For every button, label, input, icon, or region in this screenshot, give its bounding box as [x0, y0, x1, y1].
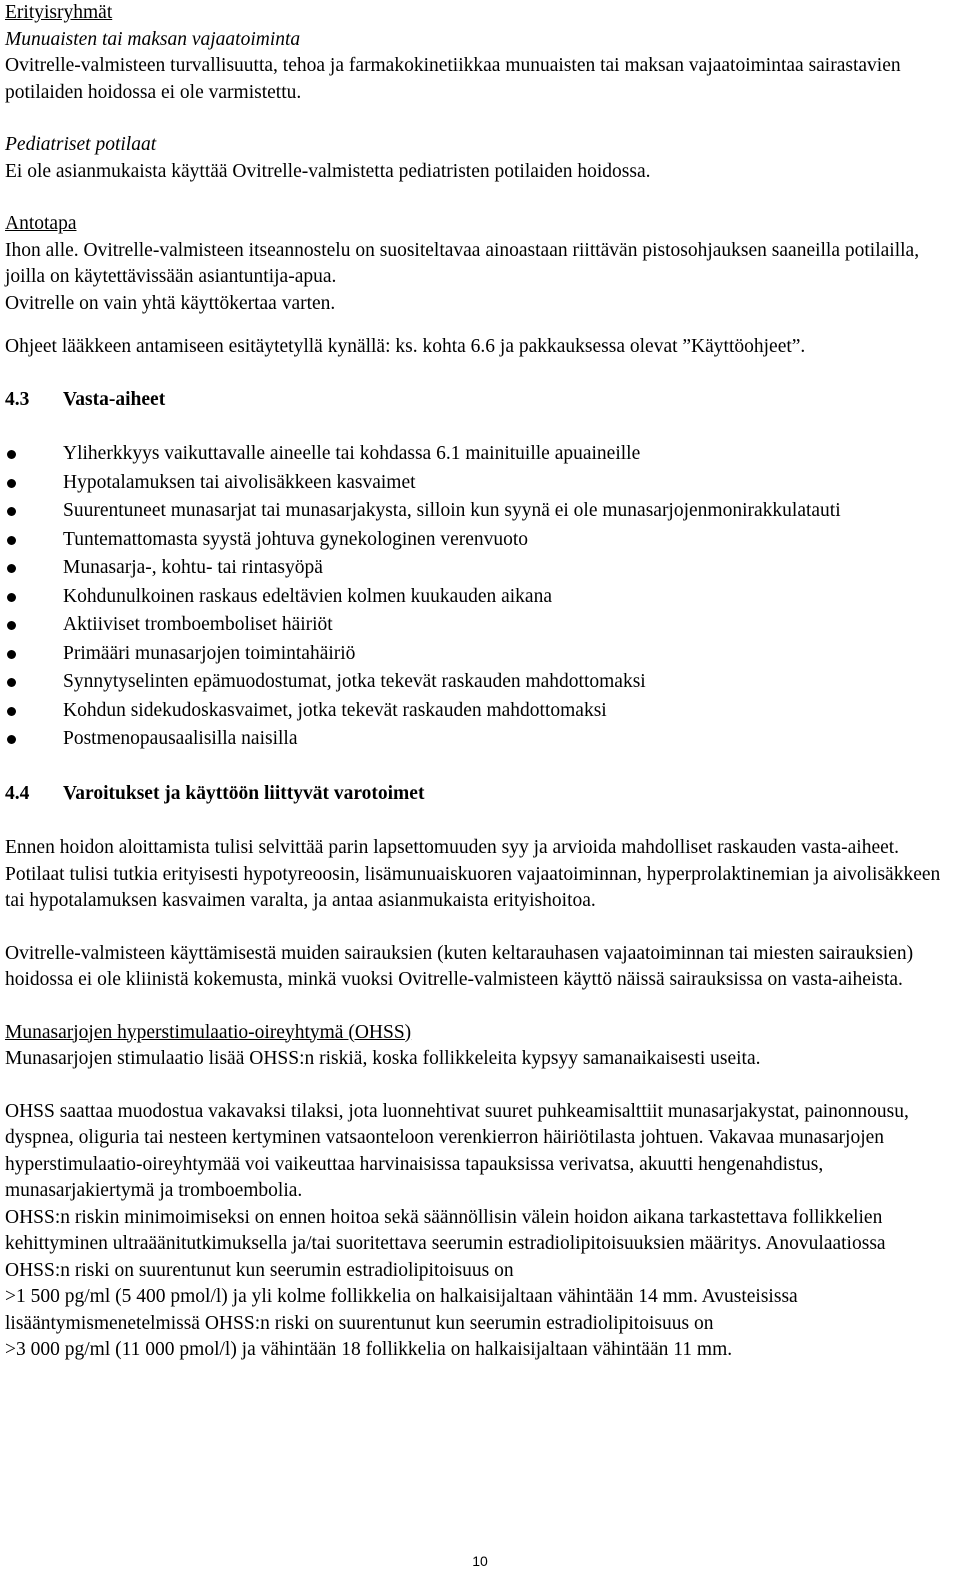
pediatric-text: Ei ole asianmukaista käyttää Ovitrelle-valmistetta pediatristen potilaiden hoidossa. — [5, 160, 651, 182]
page-number: 10 — [472, 1553, 488, 1569]
ohss-heading: Munasarjojen hyperstimulaatio-oireyhtymä (OHSS) — [5, 1021, 412, 1043]
administration-heading: Antotapa — [5, 213, 77, 234]
list-item: Primääri munasarjojen toimintahäiriö — [5, 641, 953, 668]
renal-hepatic-title: Munuaisten tai maksan vajaatoiminta — [5, 28, 301, 50]
ohss-art-threshold: >3 000 pg/ml (11 000 pmol/l) ja vähintään 18 follikkelia on halkaisijaltaan vähintään 11 mm. — [5, 1339, 733, 1360]
renal-hepatic-text: Ovitrelle-valmisteen turvallisuutta, tehoa ja farmakokinetiikkaa munuaisten tai maksan vajaatoimintaa sairastavien potilaiden hoidossa ei ole varmistettu. — [5, 55, 901, 103]
list-item: Yliherkkyys vaikuttavalle aineelle tai kohdassa 6.1 mainituille apuaineille — [5, 441, 953, 468]
list-item: Tuntemattomasta syystä johtuva gynekologinen verenvuoto — [5, 527, 953, 554]
pediatric-title: Pediatriset potilaat — [5, 134, 157, 155]
single-use-note: Ovitrelle on vain yhtä käyttökertaa varten. — [5, 292, 336, 314]
list-item: Kohdunulkoinen raskaus edeltävien kolmen kuukauden aikana — [5, 584, 953, 611]
ohss-monitoring-text: OHSS:n riskin minimoimiseksi on ennen hoitoa sekä säännöllisin välein hoidon aikana tarkastettava follikkelien kehittyminen ultraäänitutkimuksella ja/tai suoritettava seerumin estradiolipitoisuuksien määritys. Anovulaatiossa OHSS:n riski on suurentunut kun seerumin estradiolipitoisuus on — [5, 1206, 886, 1281]
ohss-risk-text: Munasarjojen stimulaatio lisää OHSS:n riskiä, koska follikkeleita kypsyy samanaikaisesti useita. — [5, 1048, 761, 1069]
pretreatment-paragraph: Ennen hoidon aloittamista tulisi selvittää parin lapsettomuuden syy ja arvioida mahdolliset raskauden vasta-aiheet. Potilaat tulisi tutkia erityisesti hypotyreoosin, lisämunuaiskuoren vajaatoiminnan, hyperprolaktinemian ja aivolisäkkeen tai hypotalamuksen kasvaimen varalta, ja antaa asianmukaista erityishoitoa. — [5, 837, 941, 911]
administration-text: Ihon alle. Ovitrelle-valmisteen itseannostelu on suositeltavaa ainoastaan riittävän pistosohjauksen saaneilla potilailla, joilla on käytettävissään asiantuntija-apua. — [5, 239, 920, 287]
document-page — [5, 0, 953, 1364]
list-item: Postmenopausaalisilla naisilla — [5, 726, 953, 753]
list-item: Synnytyselinten epämuodostumat, jotka tekevät raskauden mahdottomaksi — [5, 669, 953, 696]
section-number: 4.3 — [5, 388, 30, 410]
section-title: Varoitukset ja käyttöön liittyvät varotoimet — [63, 782, 425, 804]
list-item: Aktiiviset tromboemboliset häiriöt — [5, 612, 953, 639]
list-item: Kohdun sidekudoskasvaimet, jotka tekevät raskauden mahdottomaksi — [5, 698, 953, 725]
section-4-4-heading — [5, 781, 953, 808]
other-conditions-paragraph: Ovitrelle-valmisteen käyttämisestä muiden sairauksien (kuten keltarauhasen vajaatoiminnan tai miesten sairauksien) hoidossa ei ole kliinistä kokemusta, minkä vuoksi Ovitrelle-valmisteen käyttö näissä sairauksissa on vasta-aiheista. — [5, 942, 914, 990]
pen-instructions-note: Ohjeet lääkkeen antamiseen esitäytetyllä kynällä: ks. kohta 6.6 ja pakkauksessa olevat ”Käyttöohjeet”. — [5, 336, 806, 357]
list-item: Munasarja-, kohtu- tai rintasyöpä — [5, 555, 953, 582]
contraindications-list — [5, 441, 953, 753]
list-item: Hypotalamuksen tai aivolisäkkeen kasvaimet — [5, 470, 953, 497]
special-groups-heading: Erityisryhmät — [5, 2, 113, 23]
list-item: Suurentuneet munasarjat tai munasarjakysta, silloin kun syynä ei ole munasarjojenmonirakkulatauti — [5, 498, 953, 525]
section-4-3-heading — [5, 387, 953, 414]
ohss-description: OHSS saattaa muodostua vakavaksi tilaksi, jota luonnehtivat suuret puhkeamisalttiit munasarjakystat, painonnousu, dyspnea, oliguria tai nesteen kertyminen vatsaonteloon verenkierron häiriötilasta johtuen. Vakavaa munasarjojen hyperstimulaatio-oireyhtymää voi vaikeuttaa harvinaisissa tapauksissa verivatsa, akuutti hengenahdistus, munasarjakiertymä ja tromboembolia. — [5, 1100, 909, 1201]
section-number: 4.4 — [5, 782, 30, 804]
section-title: Vasta-aiheet — [63, 388, 166, 410]
ohss-anovulation-threshold: >1 500 pg/ml (5 400 pmol/l) ja yli kolme follikkelia on halkaisijaltaan vähintään 14 mm. Avusteisissa lisääntymismenetelmissä OHSS:n riski on suurentunut kun seerumin estradiolipitoisuus on — [5, 1286, 798, 1334]
